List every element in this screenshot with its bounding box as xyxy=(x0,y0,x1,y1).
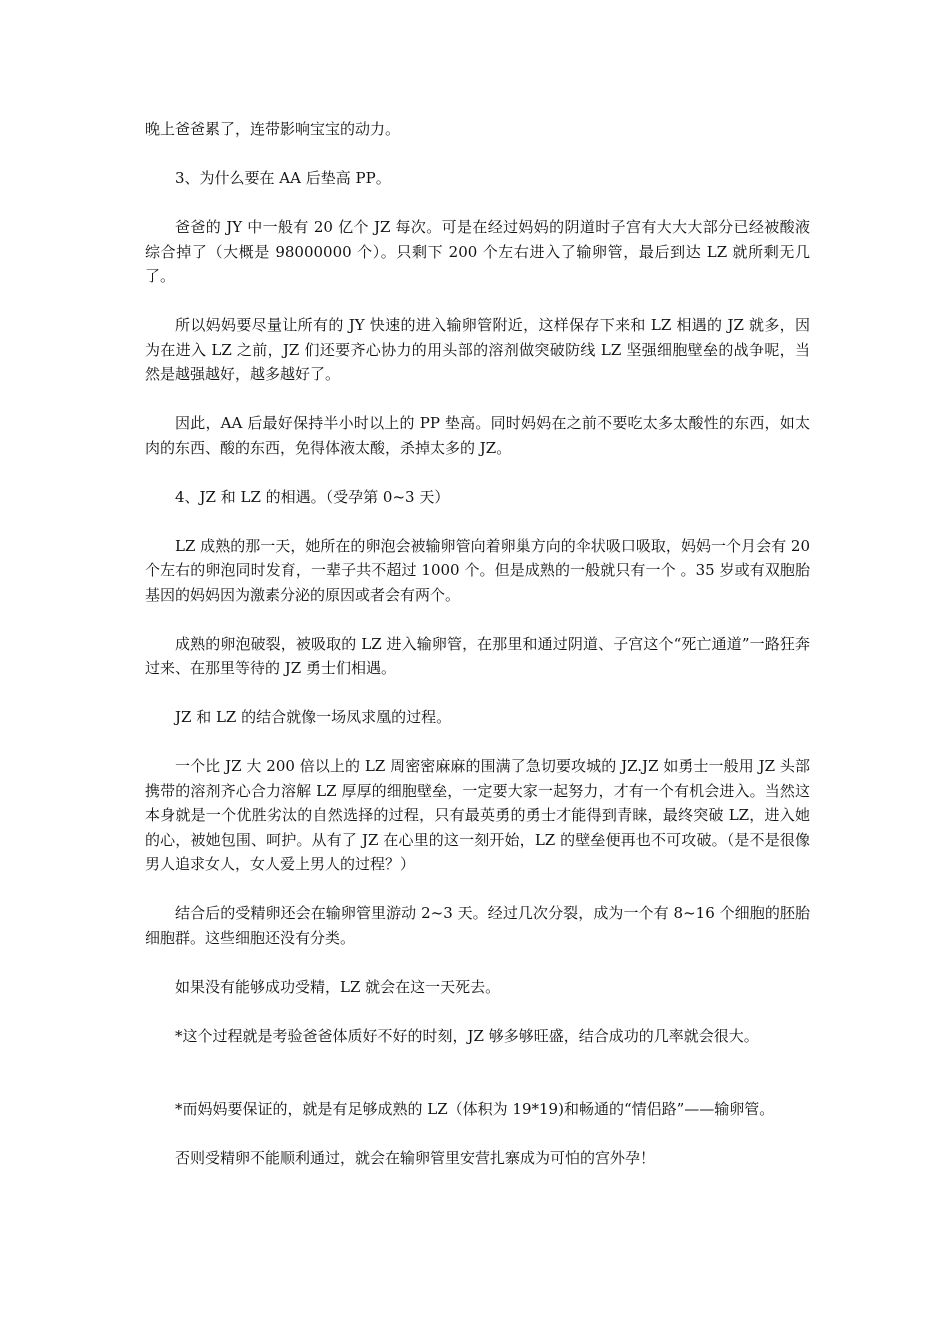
note-paragraph: *这个过程就是考验爸爸体质好不好的时刻，JZ 够多够旺盛，结合成功的几率就会很大。 xyxy=(175,1026,759,1045)
note-paragraph: *而妈妈要保证的，就是有足够成熟的 LZ（体积为 19*19)和畅通的“情侣路”——输卵管。 xyxy=(175,1100,775,1118)
paragraph: 如果没有能够成功受精，LZ 就会在这一天死去。 xyxy=(175,977,501,996)
paragraph: JZ 和 LZ 的结合就像一场凤求凰的过程。 xyxy=(175,708,452,726)
paragraph: 成熟的卵泡破裂，被吸取的 LZ 进入输卵管，在那里和通过阴道、子宫这个“死亡通道”一路狂奔过来、在那里等待的 JZ 勇士们相遇。 xyxy=(145,634,810,677)
paragraph-continuation: 晚上爸爸累了，连带影响宝宝的动力。 xyxy=(145,120,401,138)
document-page xyxy=(145,117,810,1195)
paragraph: LZ 成熟的那一天，她所在的卵泡会被输卵管向着卵巢方向的伞状吸口吸取，妈妈一个月会有 20 个左右的卵泡同时发育，一辈子共不超过 1000 个。但是成熟的一般就只有一个 。35 岁或有双胞胎基因的妈妈因为激素分泌的原因或者会有两个。 xyxy=(145,536,810,604)
paragraph: 因此，AA 后最好保持半小时以上的 PP 垫高。同时妈妈在之前不要吃太多太酸性的东西，如太肉的东西、酸的东西，免得体液太酸，杀掉太多的 JZ。 xyxy=(145,414,810,457)
paragraph: 所以妈妈要尽量让所有的 JY 快速的进入输卵管附近，这样保存下来和 LZ 相遇的 JZ 就多，因为在进入 LZ 之前，JZ 们还要齐心协力的用头部的溶剂做突破防线 LZ 坚强细胞壁垒的战争呢，当然是越强越好，越多越好了。 xyxy=(145,316,810,383)
paragraph: 否则受精卵不能顺利通过，就会在输卵管里安营扎寨成为可怕的宫外孕！ xyxy=(175,1149,656,1167)
section-heading-3: 3、为什么要在 AA 后垫高 PP。 xyxy=(175,169,391,187)
section-heading-4: 4、JZ 和 LZ 的相遇。（受孕第 0~3 天） xyxy=(175,487,450,506)
paragraph: 结合后的受精卵还会在输卵管里游动 2~3 天。经过几次分裂，成为一个有 8~16 个细胞的胚胎细胞群。这些细胞还没有分类。 xyxy=(145,904,810,947)
paragraph: 一个比 JZ 大 200 倍以上的 LZ 周密密麻麻的围满了急切要攻城的 JZ.JZ 如勇士一般用 JZ 头部携带的溶剂齐心合力溶解 LZ 厚厚的细胞壁垒，一定要大家一起努力，才有一个有机会进入。当然这本身就是一个优胜劣汰的自然选择的过程，只有最英勇的勇士才能得到青睐，最终突破 LZ，进入她的心，被她包围、呵护。从有了 JZ 在心里的这一刻开始，LZ 的壁垒便再也不可攻破。（是不是很像男人追求女人，女人爱上男人的过程？） xyxy=(145,757,810,873)
paragraph: 爸爸的 JY 中一般有 20 亿个 JZ 每次。可是在经过妈妈的阴道时子宫有大大大部分已经被酸液综合掉了（大概是 98000000 个）。只剩下 200 个左右进入了输卵管，最后到达 LZ 就所剩无几了。 xyxy=(145,218,810,285)
